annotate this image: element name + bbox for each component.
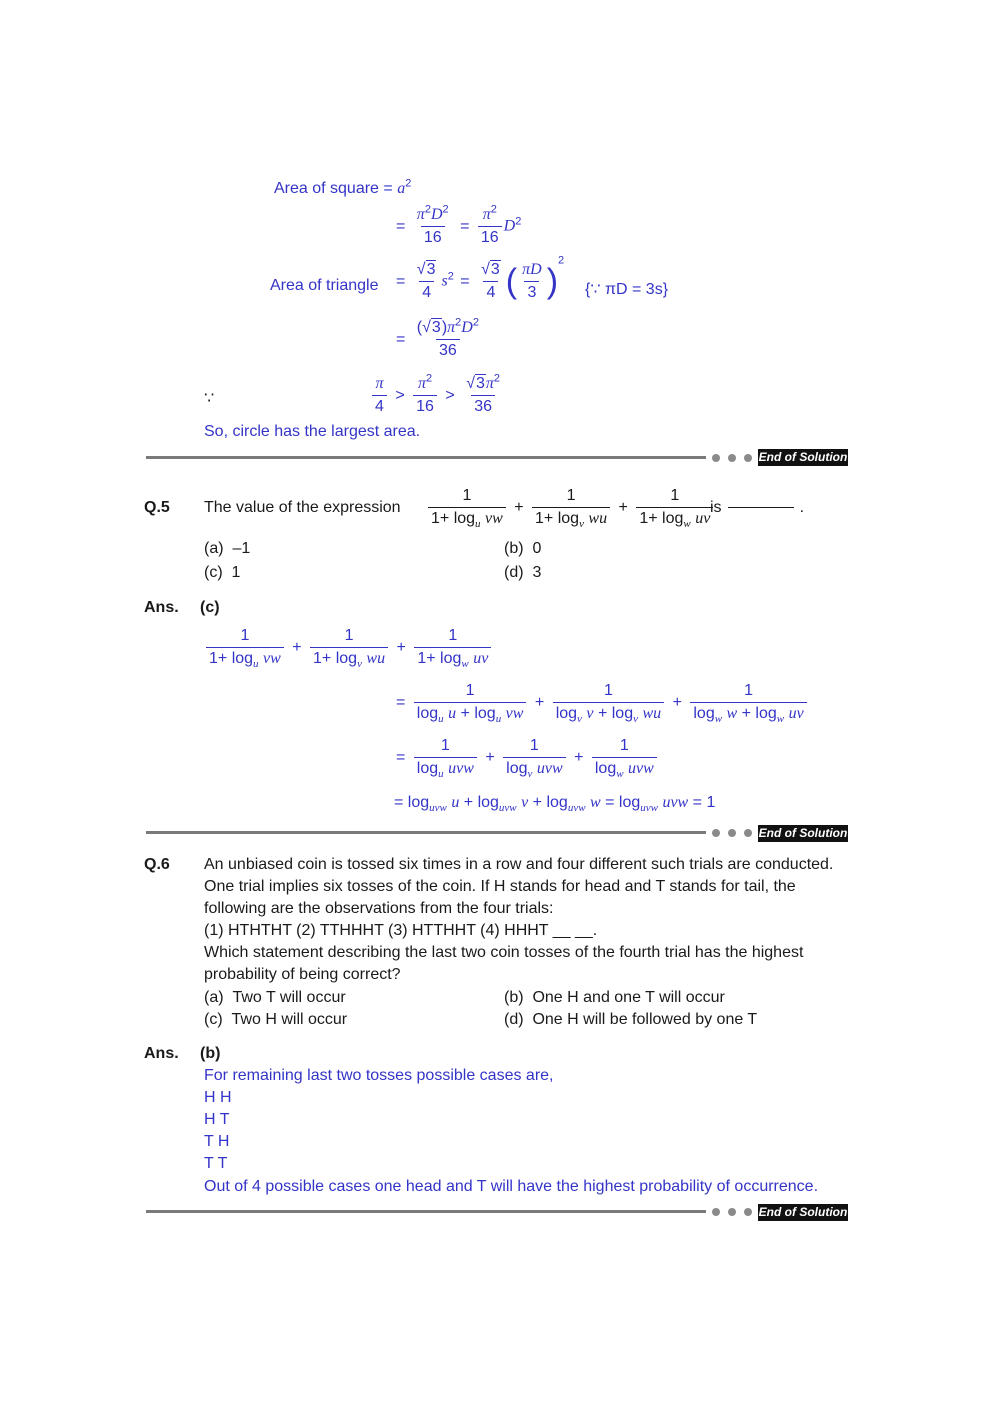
- q6-solution-intro: For remaining last two tosses possible cases are,: [204, 1067, 554, 1084]
- end-of-solution-label: End of Solution: [758, 826, 848, 840]
- question-suffix: is .: [710, 499, 805, 516]
- case-item: T H: [204, 1133, 230, 1150]
- q6-stem-line1: An unbiased coin is tossed six times in a row and four different such trials are conducted.: [204, 856, 834, 873]
- q6-solution-conclusion: Out of 4 possible cases one head and T will have the highest probability of occurrence.: [204, 1178, 819, 1195]
- q5-solution-line3: = $\frac{1}{\log_u uvw}$ + $\frac{1}{\log_v uvw}$ + $\frac{1}{\log_w uvw}$: [394, 736, 659, 779]
- q6-stem-line4: (1) HTHTHT (2) TTHHHT (3) HTTHHT (4) HHHT __ __.: [204, 922, 598, 939]
- option-a[interactable]: (a) Two T will occur: [204, 989, 346, 1006]
- case-item: H T: [204, 1111, 230, 1128]
- case-item: T T: [204, 1155, 228, 1172]
- q5-expression: $\frac{1}{1+ \log_u vw}$ + $\frac{1}{1+ \log_v wu}$ + $\frac{1}{1+ \log_w uv}$: [426, 486, 715, 529]
- area-triangle-label: Area of triangle: [270, 277, 379, 294]
- case-item: H H: [204, 1089, 232, 1106]
- answer-label: Ans.: [144, 1045, 179, 1062]
- because-symbol: ∵: [204, 390, 215, 407]
- option-a[interactable]: (a) –1: [204, 540, 251, 557]
- end-of-solution-line: [146, 1210, 706, 1213]
- answer-value: (c): [200, 599, 220, 616]
- a-exponent: 2: [405, 177, 412, 190]
- answer-value: (b): [200, 1045, 221, 1062]
- question-stem: The value of the expression: [204, 499, 401, 516]
- area-triangle-simplified: = $\frac{(√3)\pi^2D^2}{36}$: [396, 316, 479, 359]
- option-c[interactable]: (c) Two H will occur: [204, 1011, 348, 1028]
- end-dot: [728, 829, 736, 837]
- end-dot: [744, 454, 752, 462]
- question-number: Q.5: [144, 499, 170, 516]
- end-dot: [744, 1208, 752, 1216]
- end-dot: [728, 454, 736, 462]
- option-b[interactable]: (b) 0: [504, 540, 542, 557]
- end-dot: [712, 829, 720, 837]
- option-c[interactable]: (c) 1: [204, 564, 241, 581]
- end-of-solution-line: [146, 456, 706, 459]
- option-d[interactable]: (d) 3: [504, 564, 542, 581]
- end-dot: [728, 1208, 736, 1216]
- given-note: {∵ πD = 3s}: [585, 281, 669, 298]
- prev-conclusion: So, circle has the largest area.: [204, 423, 421, 440]
- q6-stem-line2: One trial implies six tosses of the coin. If H stands for head and T stands for tail, the: [204, 878, 796, 895]
- end-dot: [712, 1208, 720, 1216]
- q6-stem-line6: probability of being correct?: [204, 966, 401, 983]
- q6-stem-line3: following are the observations from the four trials:: [204, 900, 554, 917]
- question-number: Q.6: [144, 856, 170, 873]
- area-square-label: Area of square: [274, 180, 379, 197]
- option-d[interactable]: (d) One H will be followed by one T: [504, 1011, 758, 1028]
- q5-solution-line4: = $\log_{uvw} u + \log_{uvw} v + \log_{uvw} w = \log_{uvw}$ uvw = 1: [394, 794, 716, 815]
- answer-blank: [728, 507, 794, 508]
- end-of-solution-line: [146, 831, 706, 834]
- comparison-formula: $\frac{\pi}{4}$ > $\frac{\pi^2}{16}$ > $\frac{√3\pi^2}{36}$: [370, 374, 505, 417]
- area-triangle-formula: = $\frac{√3}{4}$ $s^2$ = $\frac{√3}{4}$ ( $\frac{\pi D}{3}$ )$^2$: [396, 254, 565, 301]
- end-of-solution-label: End of Solution: [758, 450, 848, 464]
- area-square-line: Area of square = $a^2$: [274, 177, 412, 197]
- answer-label: Ans.: [144, 599, 179, 616]
- end-of-solution-label: End of Solution: [758, 1205, 848, 1219]
- end-dot: [744, 829, 752, 837]
- q5-solution-line1: $\frac{1}{1+ \log_u vw}$ + $\frac{1}{1+ \log_v wu}$ + $\frac{1}{1+ \log_w uv}$: [204, 626, 493, 669]
- end-dot: [712, 454, 720, 462]
- a-symbol: a: [397, 180, 406, 197]
- area-square-formula: = $\frac{\pi^2D^2}{16}$ = $\frac{\pi^2}{16}$ $D^2$: [396, 203, 522, 246]
- q6-stem-line5: Which statement describing the last two coin tosses of the fourth trial has the highest: [204, 944, 804, 961]
- q5-solution-line2: = $\frac{1}{\log_u u + \log_u vw}$ + $\frac{1}{\log_v v + \log_v wu}$ + $\frac{1}{\log_w w + \log_w uv}$: [394, 681, 809, 724]
- option-b[interactable]: (b) One H and one T will occur: [504, 989, 725, 1006]
